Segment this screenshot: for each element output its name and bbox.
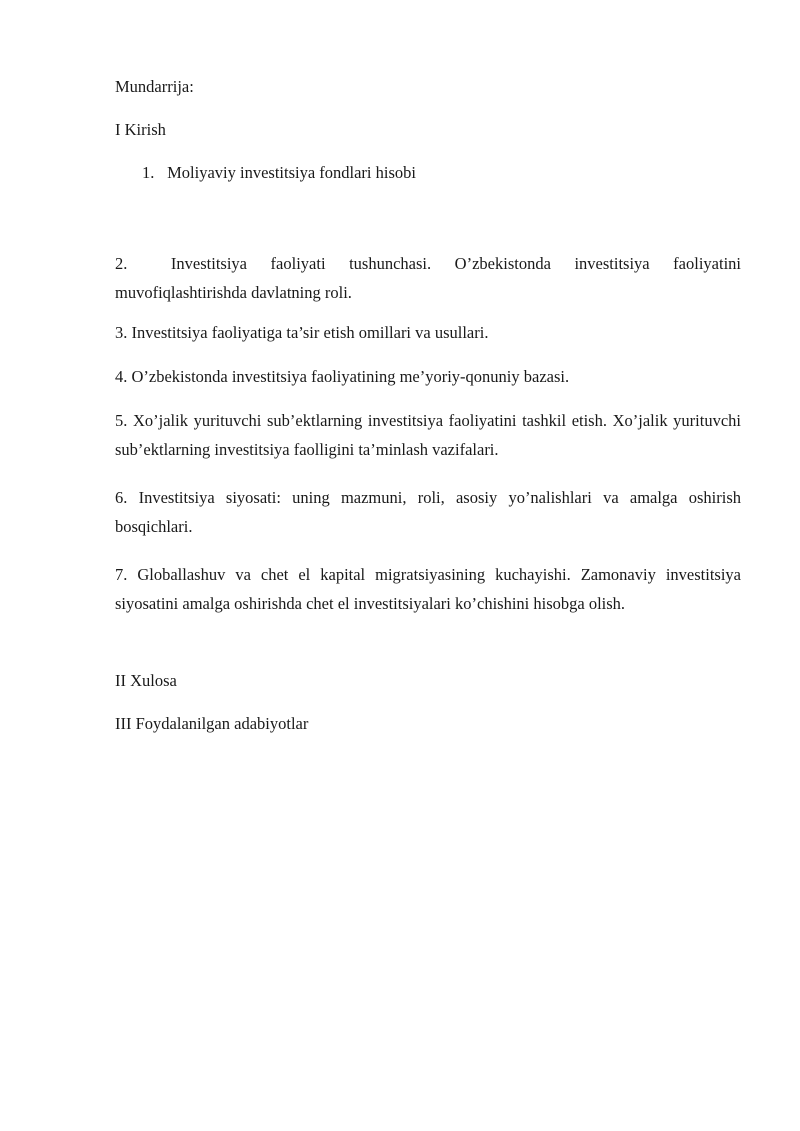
toc-item-2-number: 2. (115, 254, 128, 273)
toc-conclusion: II Xulosa (115, 671, 177, 690)
toc-item-7: 7. Globallashuv va chet el kapital migratsiyasining kuchayishi. Zamonaviy investitsiya siyosatini amalga oshirishda chet el investitsiyalari ko’chishini hisobga olish. (115, 565, 741, 613)
toc-references: III Foydalanilgan adabiyotlar (115, 714, 309, 733)
toc-item-2 (115, 249, 741, 307)
toc-heading: Mundarrija: (115, 77, 194, 96)
toc-item-6: 6. Investitsiya siyosati: uning mazmuni, roli, asosiy yo’nalishlari va amalga oshirish bosqichlari. (115, 488, 741, 536)
toc-item-1-text: Moliyaviy investitsiya fondlari hisobi (167, 163, 416, 182)
toc-item-2-word: investitsiya (574, 254, 650, 273)
toc-item-2-word: Investitsiya (170, 254, 247, 273)
toc-item-2-word: faoliyatini (673, 254, 741, 273)
toc-item-2-word: faoliyati (270, 254, 326, 273)
toc-item-3: 3. Investitsiya faoliyatiga ta’sir etish omillari va usullari. (115, 323, 489, 342)
toc-item-1 (142, 163, 416, 183)
toc-item-4: 4. O’zbekistonda investitsiya faoliyatining me’yoriy-qonuniy bazasi. (115, 367, 570, 386)
toc-item-1-number: 1. (142, 163, 155, 182)
toc-item-5: 5. Xo’jalik yurituvchi sub’ektlarning investitsiya faoliyatini tashkil etish. Xo’jalik yurituvchi sub’ektlarning investitsiya faolligini ta’minlash vazifalari. (115, 411, 741, 459)
toc-item-2-word: tushunchasi. (349, 254, 432, 273)
toc-item-2-second-line: muvofiqlashtirishda davlatning roli. (115, 283, 352, 302)
toc-intro: I Kirish (115, 120, 166, 139)
toc-item-2-word: O’zbekistonda (454, 254, 551, 273)
toc-item-2-first-line (115, 249, 741, 278)
